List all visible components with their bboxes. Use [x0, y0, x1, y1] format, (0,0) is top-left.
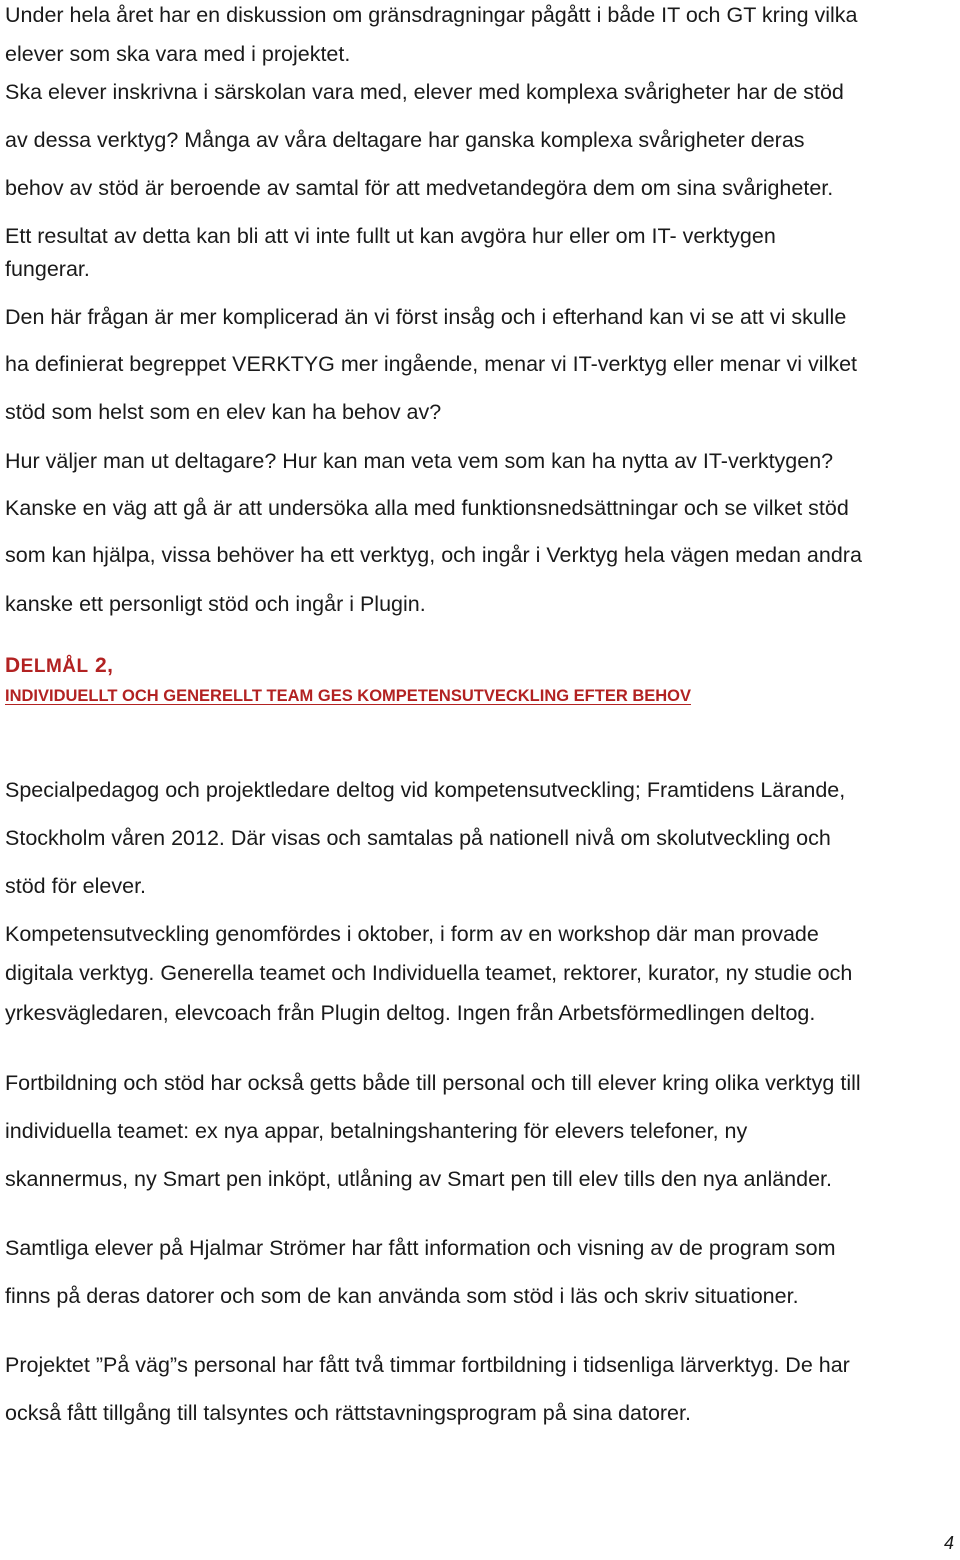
text-line: stöd som helst som en elev kan ha behov av?	[5, 400, 442, 424]
page-number: 4	[943, 1533, 954, 1553]
text-line: skannermus, ny Smart pen inköpt, utlåning av Smart pen till elev tills den nya anländer.	[5, 1167, 833, 1191]
text-line: elever som ska vara med i projektet.	[5, 42, 351, 66]
heading-initial: D	[5, 654, 21, 677]
text-line: Ska elever inskrivna i särskolan vara med, elever med komplexa svårigheter har de stöd	[5, 80, 844, 104]
text-line: Samtliga elever på Hjalmar Strömer har fått information och visning av de program som	[5, 1236, 836, 1260]
text-line: digitala verktyg. Generella teamet och Individuella teamet, rektorer, kurator, ny studie och	[5, 961, 853, 985]
text-line: Den här frågan är mer komplicerad än vi först insåg och i efterhand kan vi se att vi skulle	[5, 305, 847, 329]
text-line: fungerar.	[5, 257, 90, 281]
text-line: behov av stöd är beroende av samtal för att medvetandegöra dem om sina svårigheter.	[5, 176, 834, 200]
text-line: kanske ett personligt stöd och ingår i Plugin.	[5, 592, 426, 616]
section-subtitle: INDIVIDUELLT OCH GENERELLT TEAM GES KOMPETENSUTVECKLING EFTER BEHOV	[5, 687, 691, 705]
text-line: som kan hjälpa, vissa behöver ha ett verktyg, och ingår i Verktyg hela vägen medan andra	[5, 543, 862, 567]
text-line: yrkesvägledaren, elevcoach från Plugin deltog. Ingen från Arbetsförmedlingen deltog.	[5, 1001, 816, 1025]
heading-word: ELMÅL	[20, 656, 89, 677]
text-line: Fortbildning och stöd har också getts både till personal och till elever kring olika verktyg till	[5, 1071, 861, 1095]
text-line: Projektet ”På väg”s personal har fått två timmar fortbildning i tidsenliga lärverktyg. De har	[5, 1353, 850, 1377]
text-line: av dessa verktyg? Många av våra deltagare har ganska komplexa svårigheter deras	[5, 128, 805, 152]
text-line: Stockholm våren 2012. Där visas och samtalas på nationell nivå om skolutveckling och	[5, 826, 831, 850]
text-line: Ett resultat av detta kan bli att vi inte fullt ut kan avgöra hur eller om IT- verktygen	[5, 224, 776, 248]
text-line: Specialpedagog och projektledare deltog vid kompetensutveckling; Framtidens Lärande,	[5, 778, 846, 802]
text-line: ha definierat begreppet VERKTYG mer ingående, menar vi IT-verktyg eller menar vi vilket	[5, 352, 858, 376]
text-line: individuella teamet: ex nya appar, betalningshantering för elevers telefoner, ny	[5, 1119, 748, 1143]
text-line: också fått tillgång till talsyntes och rättstavningsprogram på sina datorer.	[5, 1401, 691, 1425]
text-line: finns på deras datorer och som de kan använda som stöd i läs och skriv situationer.	[5, 1284, 799, 1308]
section-heading	[5, 654, 113, 678]
heading-number: 2,	[88, 654, 114, 677]
text-line: Kanske en väg att gå är att undersöka alla med funktionsnedsättningar och se vilket stöd	[5, 496, 849, 520]
text-line: Under hela året har en diskussion om gränsdragningar pågått i både IT och GT kring vilka	[5, 3, 858, 27]
text-line: Kompetensutveckling genomfördes i oktober, i form av en workshop där man provade	[5, 922, 819, 946]
text-line: stöd för elever.	[5, 874, 147, 898]
text-line: Hur väljer man ut deltagare? Hur kan man veta vem som kan ha nytta av IT-verktygen?	[5, 449, 834, 473]
